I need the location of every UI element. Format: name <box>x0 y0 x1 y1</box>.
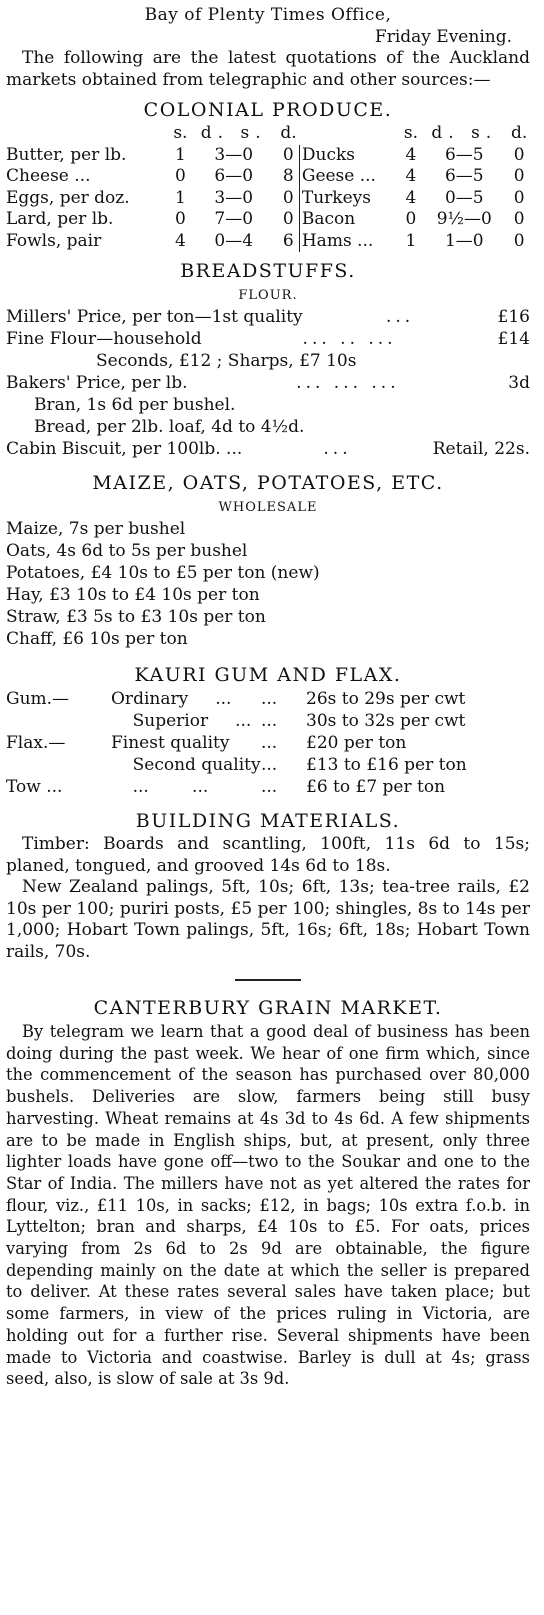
canterbury-paragraph: By telegram we learn that a good deal of business has been doing during the past week. We hear of one firm which, since the commencement of the season has purchased over 80,000 bushels. Deliveries are slow, farmers being still busy harvesting. Wheat remains at 4s 3d to 4s 6d. A few shipments are to be made in English ships, but, at present, only three lighter loads have gone off—two to the Soukar and one to the Star of India. The millers have not as yet altered the rates for flour, viz., £11 10s, in sacks; £12, in bags; 10s extra f.o.b. in Lyttelton; bran and sharps, £4 10s to £5. For oats, prices varying from 2s 6d to 2s 9d are obtainable, the figure depending mainly on the date at which the seller is prepared to deliver. At these rates several sales have taken place; but some farmers, in view of the prices ruling in Victoria, are holding out for a further rise. Several shipments have been made to Victoria and coastwise. Barley is dull at 4s; grass seed, also, is slow of sale at 3s 9d. <box>6 1022 530 1389</box>
price-cell: 0 <box>513 187 525 208</box>
newspaper-column <box>6 0 530 1390</box>
intro-paragraph: The following are the latest quotations of the Auckland markets obtained from telegraphic and other sources:— <box>6 48 530 90</box>
price-cell: 0—5 <box>444 187 484 208</box>
table-row <box>6 209 530 231</box>
unit-label: s. <box>471 123 498 143</box>
list-item: Hay, £3 10s to £4 10s per ton <box>6 585 260 605</box>
price-cell: 4 <box>405 166 417 186</box>
produce-item: Butter, per lb. <box>6 144 127 165</box>
price-cell: 1 <box>174 144 186 165</box>
line-price: 3d <box>508 373 530 393</box>
price-cell: 0 <box>282 187 294 208</box>
row-price: £20 per ton <box>306 733 407 753</box>
leader-dots: ... <box>261 711 278 731</box>
row-price: £6 to £7 per ton <box>306 777 446 797</box>
table-row <box>6 145 530 167</box>
price-cell: 0 <box>513 166 525 186</box>
produce-item: Hams ... <box>299 231 401 253</box>
line-label: Cabin Biscuit, per 100lb. ... <box>6 439 243 459</box>
bread-line: Bread, per 2lb. loaf, 4d to 4½d. <box>34 417 305 437</box>
row-grade: Finest quality <box>111 733 230 753</box>
bakers-price-line <box>6 372 530 394</box>
produce-item: Geese ... <box>299 166 401 188</box>
price-cell: 0 <box>282 144 294 165</box>
units-row <box>6 123 530 145</box>
seconds-line: Seconds, £12 ; Sharps, £7 10s <box>96 351 357 371</box>
price-cell: 4 <box>405 187 417 208</box>
leader-dots: ... <box>261 777 278 797</box>
price-cell: 1—0 <box>444 230 484 251</box>
line-price: £16 <box>497 307 530 327</box>
row-grade: Ordinary ... <box>111 689 232 709</box>
canterbury-heading: CANTERBURY GRAIN MARKET. <box>93 997 443 1019</box>
section-divider <box>235 979 301 981</box>
leader-dots: ... <box>261 755 278 775</box>
line-label: Millers' Price, per ton—1st quality <box>6 307 303 327</box>
price-cell: 0 <box>513 144 525 165</box>
row-grade: ... ... <box>111 777 209 797</box>
wholesale-subheading: WHOLESALE <box>218 500 318 515</box>
unit-label: d. <box>200 123 230 143</box>
leader-dots: ... <box>261 689 278 709</box>
row-label: Gum.— <box>6 689 70 709</box>
row-label: Tow ... <box>6 777 63 797</box>
row-label <box>6 710 111 732</box>
kauri-heading: KAURI GUM AND FLAX. <box>134 664 402 686</box>
table-row <box>6 188 530 210</box>
flour-subheading: FLOUR. <box>238 288 298 303</box>
price-cell: 6—5 <box>444 166 484 186</box>
price-cell: 3—0 <box>214 187 254 208</box>
price-cell: 9½—0 <box>436 209 492 229</box>
list-item: Straw, £3 5s to £3 10s per ton <box>6 607 266 627</box>
cabin-biscuit-line <box>6 438 530 460</box>
list-item: Chaff, £6 10s per ton <box>6 629 188 649</box>
list-item: Oats, 4s 6d to 5s per bushel <box>6 541 248 561</box>
list-item: Maize, 7s per bushel <box>6 519 186 539</box>
row-grade: Second quality <box>111 755 261 775</box>
produce-item: Turkeys <box>299 188 401 210</box>
price-cell: 0—4 <box>214 230 254 251</box>
price-cell: 0 <box>282 209 294 229</box>
maize-heading: MAIZE, OATS, POTATOES, ETC. <box>92 472 444 494</box>
table-row <box>6 166 530 188</box>
row-price: 26s to 29s per cwt <box>306 689 466 709</box>
produce-item: Cheese ... <box>6 166 91 186</box>
palings-paragraph: New Zealand palings, 5ft, 10s; 6ft, 13s; tea-tree rails, £2 10s per 100; puriri posts, £5 per 100; shingles, 8s to 14s per 1,000; Hobart Town palings, 5ft, 16s; 6ft, 18s; Hobart Town rails, 70s. <box>6 877 530 962</box>
row-label <box>6 754 111 776</box>
price-cell: 6—0 <box>214 166 254 186</box>
price-cell: 6 <box>282 230 294 251</box>
colonial-produce-table <box>6 123 530 252</box>
price-cell: 0 <box>174 209 186 229</box>
bran-line: Bran, 1s 6d per bushel. <box>34 395 236 415</box>
office-dateline: Bay of Plenty Times Office, <box>144 5 392 25</box>
day-dateline: Friday Evening. <box>374 27 512 47</box>
line-label: Bakers' Price, per lb. <box>6 373 188 393</box>
leader-dots: ... ... ... <box>296 373 400 393</box>
produce-item: Ducks <box>299 145 401 167</box>
line-price: £14 <box>497 329 530 349</box>
leader-dots: ... .. ... <box>302 329 397 349</box>
leader-dots: ... <box>323 439 352 459</box>
millers-price-line <box>6 306 530 328</box>
unit-label: s. <box>240 123 267 143</box>
price-cell: 4 <box>174 230 186 251</box>
breadstuffs-heading: BREADSTUFFS. <box>180 260 356 282</box>
produce-item: Bacon <box>299 209 401 231</box>
price-cell: 7—0 <box>214 209 254 229</box>
price-cell: 1 <box>174 187 186 208</box>
produce-item: Fowls, pair <box>6 230 102 251</box>
line-label: Fine Flour—household <box>6 329 202 349</box>
list-item: Potatoes, £4 10s to £5 per ton (new) <box>6 563 320 583</box>
price-cell: 0 <box>513 209 525 229</box>
unit-label: s. <box>403 123 419 143</box>
leader-dots: ... <box>261 733 278 753</box>
row-label: Flax.— <box>6 733 66 753</box>
price-cell: 0 <box>174 166 186 186</box>
price-cell: 6—5 <box>444 144 484 165</box>
unit-label: s. <box>173 123 188 143</box>
timber-paragraph: Timber: Boards and scantling, 100ft, 11s 6d to 15s; planed, tongued, and grooved 14s 6d to 18s. <box>6 834 530 876</box>
colonial-produce-heading: COLONIAL PRODUCE. <box>143 99 393 121</box>
table-row <box>6 231 530 253</box>
price-cell: 0 <box>405 209 417 229</box>
price-cell: 4 <box>405 144 417 165</box>
building-heading: BUILDING MATERIALS. <box>135 810 401 832</box>
price-cell: 0 <box>513 230 525 251</box>
row-price: 30s to 32s per cwt <box>306 711 466 731</box>
unit-label: d. <box>431 123 460 143</box>
price-cell: 8 <box>282 166 294 186</box>
row-price: £13 to £16 per ton <box>306 755 467 775</box>
leader-dots: ... <box>385 307 415 327</box>
produce-item: Eggs, per doz. <box>6 187 130 208</box>
unit-label: d. <box>280 123 297 143</box>
row-grade: Superior ... <box>111 711 252 731</box>
kauri-table <box>6 688 530 798</box>
price-cell: 3—0 <box>214 144 254 165</box>
unit-label: d. <box>510 123 528 143</box>
line-price: Retail, 22s. <box>432 439 530 459</box>
produce-item: Lard, per lb. <box>6 209 114 229</box>
fine-flour-line <box>6 328 530 350</box>
price-cell: 1 <box>405 230 417 251</box>
